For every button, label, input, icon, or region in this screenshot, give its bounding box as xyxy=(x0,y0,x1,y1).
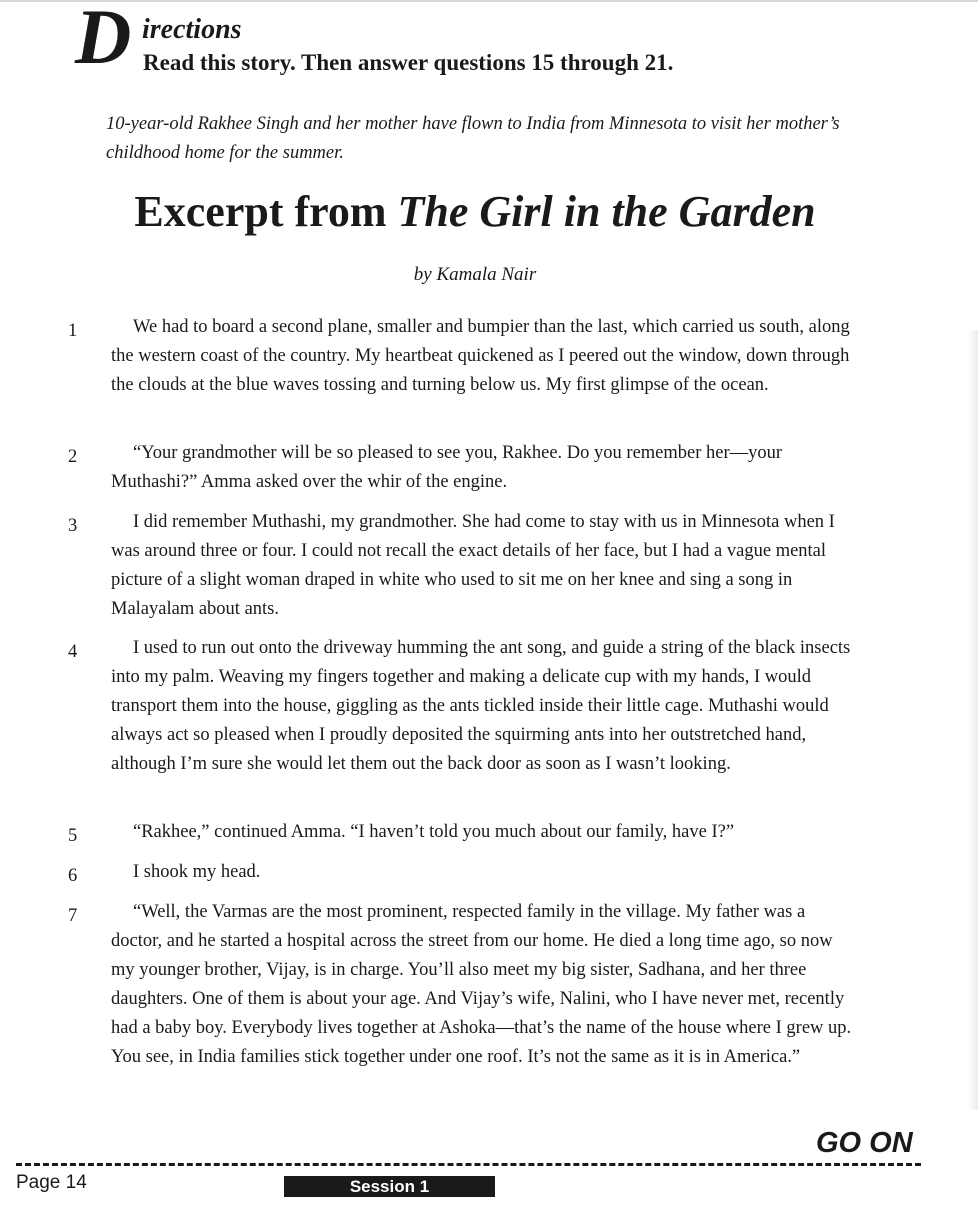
page-number: Page 14 xyxy=(16,1172,87,1193)
paragraph-text: “Rakhee,” continued Amma. “I haven’t told you much about our family, have I?” xyxy=(133,822,735,842)
directions-drop-cap: D xyxy=(75,0,132,80)
paragraph-text: I did remember Muthashi, my grandmother. She had come to stay with us in Minnesota when I was around three or four. I could not recall the exact details of her face, but I had a vague mental picture of a slight woman draped in white who used to sit me on her knee and sing a song in Malayalam about ants. xyxy=(111,512,835,619)
paragraph-number: 4 xyxy=(68,642,78,662)
paragraph-text: We had to board a second plane, smaller and bumpier than the last, which carried us south, along the western coast of the country. My heartbeat quickened as I peered out the window, down through the clouds at the blue waves tossing and turning below us. My first glimpse of the ocean. xyxy=(111,317,850,395)
author-byline: by Kamala Nair xyxy=(413,264,537,285)
paragraph-text: “Your grandmother will be so pleased to see you, Rakhee. Do you remember her—your Muthashi?” Amma asked over the whir of the engine. xyxy=(111,443,783,492)
top-border xyxy=(0,0,978,2)
title-book-name: The Girl in the Garden xyxy=(397,187,816,236)
session-label: Session 1 xyxy=(284,1176,495,1197)
directions-heading: irections xyxy=(142,14,242,45)
footer-dashed-rule xyxy=(16,1163,921,1166)
paragraph-number: 3 xyxy=(68,516,78,536)
paragraph-text: I used to run out onto the driveway humming the ant song, and guide a string of the black insects into my palm. Weaving my fingers together and making a delicate cup with my hands, I would transport them into the house, giggling as the ants tickled inside their little cage. Muthashi would always act so pleased when I proudly deposited the squirming ants into her outstretched hand, although I’m sure she would let them out the back door as soon as I wasn’t looking. xyxy=(111,638,851,774)
paragraph-number: 5 xyxy=(68,826,78,846)
directions-instruction: Read this story. Then answer questions 15 through 21. xyxy=(143,50,674,75)
paragraph-number: 1 xyxy=(68,321,78,341)
paragraph-text: “Well, the Varmas are the most prominent, respected family in the village. My father was a doctor, and he started a hospital across the street from our home. He died a long time ago, so now my younger brother, Vijay, is in charge. You’ll also meet my big sister, Sadhana, and her three daughters. One of them is about your age. And Vijay’s wife, Nalini, who I have never met, recently had a baby boy. Everybody lives together at Ashoka—that’s the name of the house where I grew up. You see, in India families stick together under one roof. It’s not the same as it is in America.” xyxy=(111,902,852,1067)
paragraph-number: 2 xyxy=(68,447,78,467)
story-title xyxy=(0,186,950,237)
directions-header xyxy=(75,0,875,80)
go-on-label: GO ON xyxy=(816,1127,913,1159)
scan-edge-shadow xyxy=(968,330,978,1110)
paragraph-number: 7 xyxy=(68,906,78,926)
paragraph-number: 6 xyxy=(68,866,78,886)
title-prefix: Excerpt from xyxy=(134,187,398,236)
paragraph-text: I shook my head. xyxy=(133,862,261,882)
story-introduction: 10-year-old Rakhee Singh and her mother have flown to India from Minnesota to visit her mother’s childhood home for the summer. xyxy=(106,114,840,163)
